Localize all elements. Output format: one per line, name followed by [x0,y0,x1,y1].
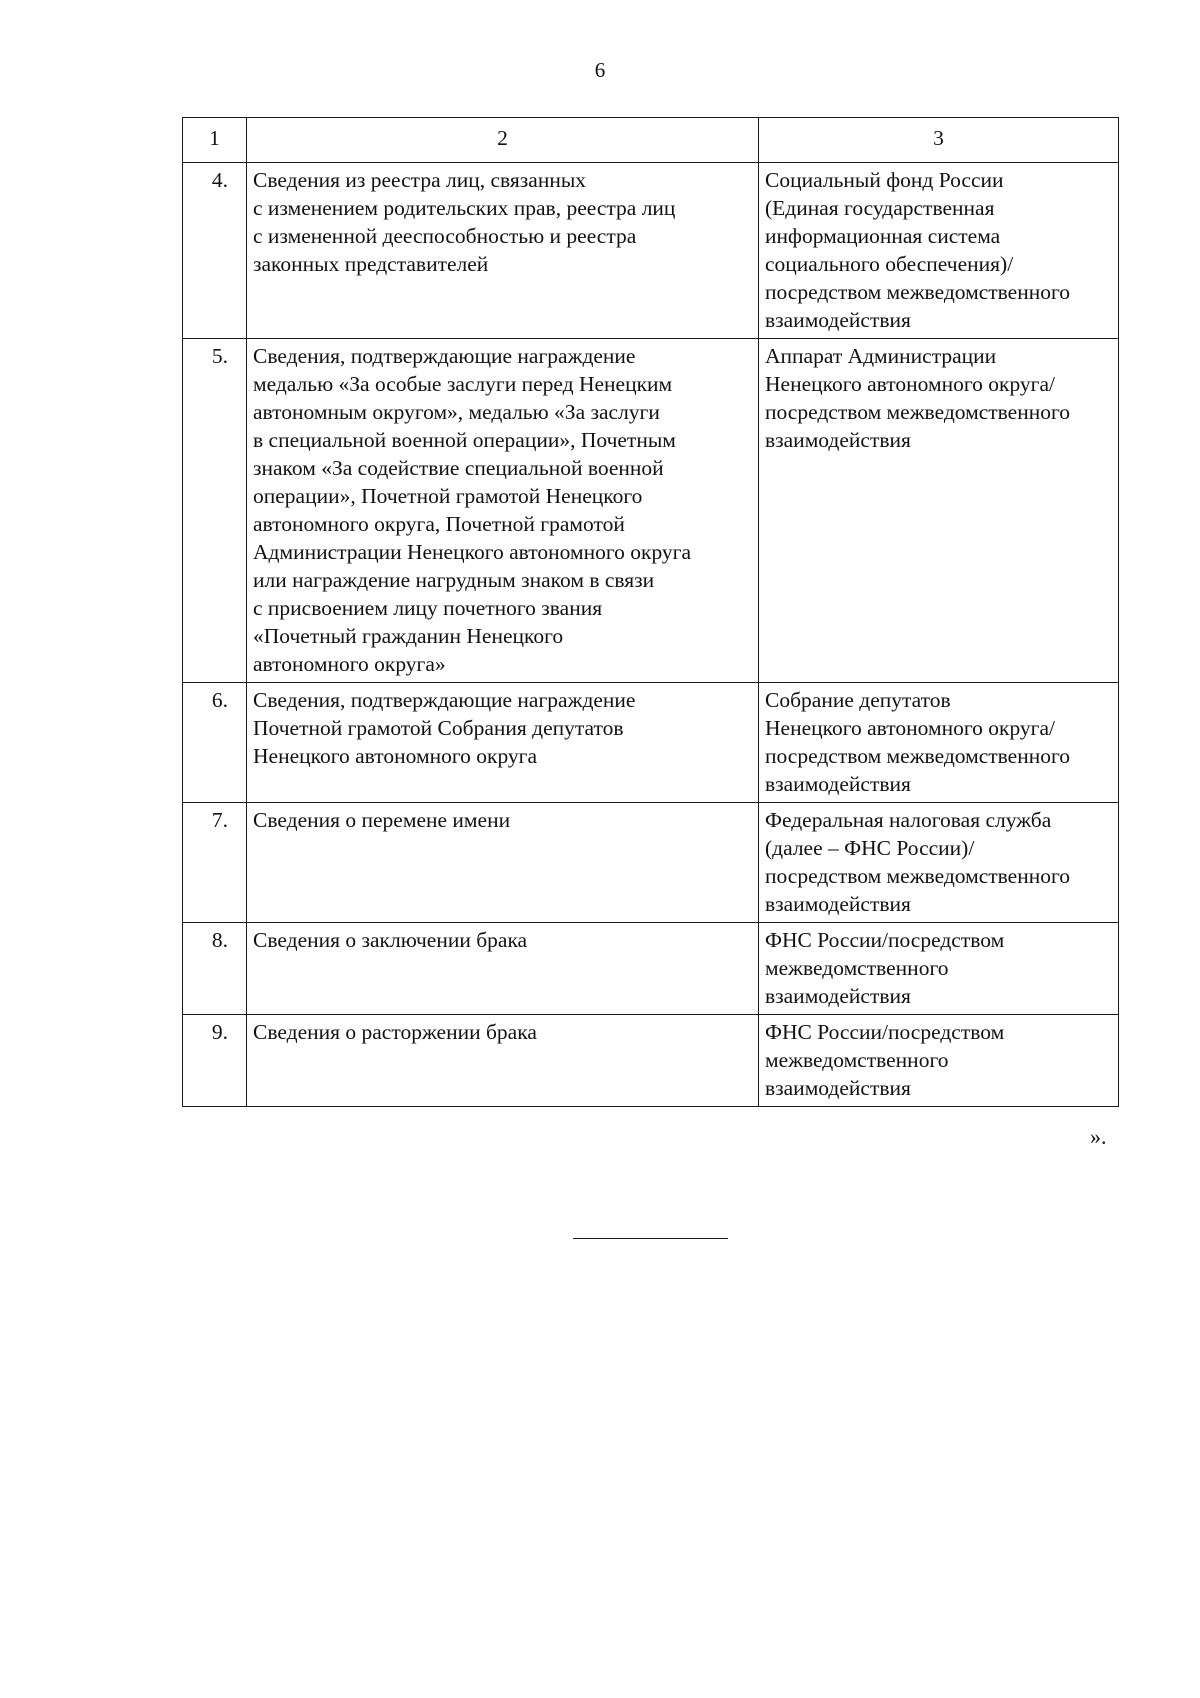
end-divider [573,1238,728,1239]
document-table [182,117,1119,1107]
table-row [183,163,1119,339]
table-row [183,923,1119,1015]
row-description: Сведения о заключении брака [247,923,759,1015]
row-source: Аппарат Администрации Ненецкого автономного округа/ посредством межведомственного взаимодействия [759,339,1119,683]
table-row [183,339,1119,683]
header-col-3: 3 [759,118,1119,163]
closing-quote: ». [1090,1124,1107,1149]
row-number: 7. [183,803,247,923]
row-description: Сведения из реестра лиц, связанных с изменением родительских прав, реестра лиц с измененной дееспособностью и реестра законных представителей [247,163,759,339]
table-row [183,683,1119,803]
row-number: 4. [183,163,247,339]
header-col-2: 2 [247,118,759,163]
row-description: Сведения, подтверждающие награждение Почетной грамотой Собрания депутатов Ненецкого автономного округа [247,683,759,803]
row-source: ФНС России/посредством межведомственного взаимодействия [759,923,1119,1015]
row-source: ФНС России/посредством межведомственного взаимодействия [759,1015,1119,1107]
header-col-1: 1 [183,118,247,163]
row-number: 5. [183,339,247,683]
row-source: Федеральная налоговая служба (далее – ФНС России)/ посредством межведомственного взаимодействия [759,803,1119,923]
row-number: 9. [183,1015,247,1107]
row-description: Сведения о расторжении брака [247,1015,759,1107]
table-row [183,803,1119,923]
page-number: 6 [594,58,606,82]
row-description: Сведения, подтверждающие награждение медалью «За особые заслуги перед Ненецким автономным округом», медалью «За заслуги в специальной военной операции», Почетным знаком «За содействие специальной военной операции», Почетной грамотой Ненецкого автономного округа, Почетной грамотой Администрации Ненецкого автономного округа или награждение нагрудным знаком в связи с присвоением лицу почетного звания «Почетный гражданин Ненецкого автономного округа» [247,339,759,683]
table-row [183,1015,1119,1107]
table-header-row [183,118,1119,163]
row-source: Социальный фонд России (Единая государственная информационная система социального обеспечения)/ посредством межведомственного взаимодействия [759,163,1119,339]
row-description: Сведения о перемене имени [247,803,759,923]
row-number: 8. [183,923,247,1015]
row-number: 6. [183,683,247,803]
row-source: Собрание депутатов Ненецкого автономного округа/ посредством межведомственного взаимодействия [759,683,1119,803]
